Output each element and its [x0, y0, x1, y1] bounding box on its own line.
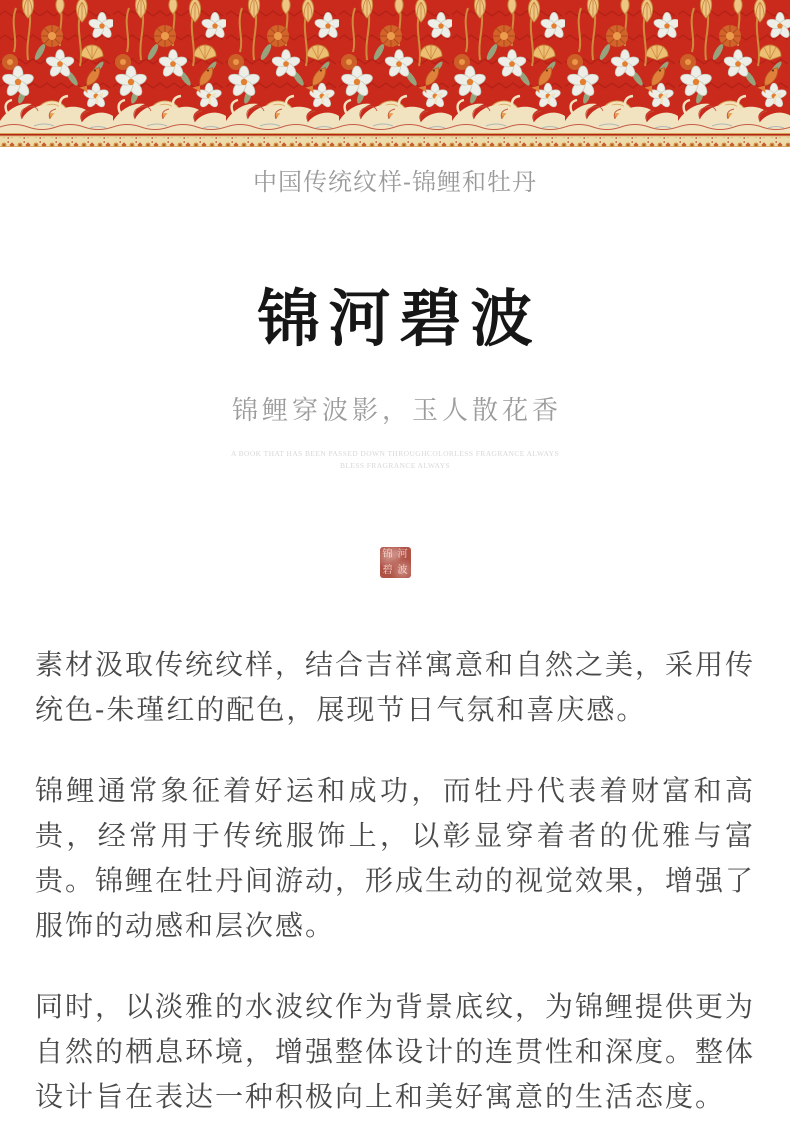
- english-caption-line1: A BOOK THAT HAS BEEN PASSED DOWN THROUGHCOLORLESS FRAGRANCE ALWAYS: [230, 449, 560, 458]
- seal-stamp: [380, 547, 411, 578]
- seal-character: 锦: [382, 548, 393, 560]
- body-content: [35, 642, 755, 1119]
- koi-peony-banner-image: [0, 0, 790, 147]
- body-paragraph-1: 素材汲取传统纹样，结合吉祥寓意和自然之美，采用传统色-朱瑾红的配色，展现节日气氛和喜庆感。: [35, 649, 756, 725]
- page-title: 锦河碧波: [257, 286, 542, 354]
- english-caption-line2: BLESS FRAGRANCE ALWAYS: [339, 461, 451, 470]
- pattern-category-label: 中国传统纹样-锦鲤和牡丹: [253, 169, 537, 196]
- poem-subtitle: 锦鲤穿波影，玉人散花香: [231, 395, 562, 425]
- banner-pattern-svg: [0, 0, 790, 147]
- seal-character: 河: [397, 548, 408, 560]
- seal-character: 碧: [382, 564, 393, 576]
- seal-character: 波: [397, 564, 408, 576]
- english-caption: [0, 448, 790, 472]
- body-paragraph-3: 同时，以淡雅的水波纹作为背景底纹，为锦鲤提供更为自然的栖息环境，增强整体设计的连贯性和深度。整体设计旨在表达一种积极向上和美好寓意的生活态度。: [35, 991, 756, 1112]
- body-paragraph-2: 锦鲤通常象征着好运和成功，而牡丹代表着财富和高贵，经常用于传统服饰上，以彰显穿着者的优雅与富贵。锦鲤在牡丹间游动，形成生动的视觉效果，增强了服饰的动感和层次感。: [35, 775, 756, 941]
